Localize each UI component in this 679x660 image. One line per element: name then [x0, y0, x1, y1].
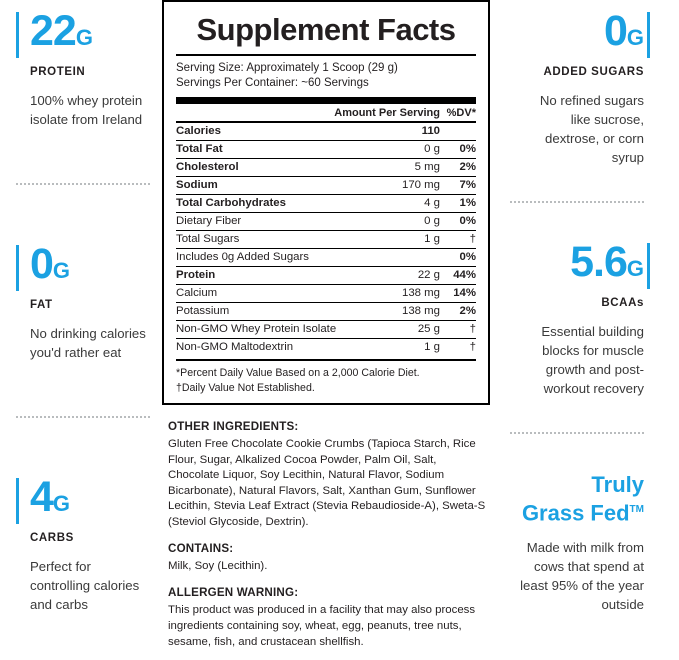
row-dv: 1% [440, 194, 476, 212]
row-amount: 110 [389, 123, 440, 141]
rule [176, 54, 476, 56]
serving-size: Serving Size: Approximately 1 Scoop (29 g) [176, 61, 476, 76]
row-amount: 1 g [389, 230, 440, 248]
grass-fed-title: Truly Grass Fed™ [520, 472, 644, 525]
table-row [176, 123, 476, 141]
row-dv: 2% [440, 302, 476, 320]
row-dv [440, 123, 476, 141]
footnote-daily-value: *Percent Daily Value Based on a 2,000 Calorie Diet. [176, 361, 476, 380]
row-name: Total Carbohydrates [176, 194, 389, 212]
row-amount: 138 mg [389, 302, 440, 320]
table-row [176, 338, 476, 356]
accent-rule [647, 12, 650, 58]
row-amount: 4 g [389, 194, 440, 212]
nutrition-table [176, 104, 476, 121]
table-row [176, 176, 476, 194]
footnote-not-established: †Daily Value Not Established. [176, 380, 476, 395]
row-name: Potassium [176, 302, 389, 320]
stat-fat-label: FAT [30, 299, 150, 311]
row-amount: 170 mg [389, 176, 440, 194]
row-dv: 2% [440, 158, 476, 176]
allergen-warning-heading: ALLERGEN WARNING: [168, 585, 486, 601]
stat-carbs-value: 4G [30, 476, 150, 525]
row-amount: 5 mg [389, 158, 440, 176]
servings-per-container: Servings Per Container: ~60 Servings [176, 76, 476, 91]
row-amount: 0 g [389, 140, 440, 158]
header-amount: Amount Per Serving [176, 104, 440, 121]
row-dv: 7% [440, 176, 476, 194]
stat-added-sugars-value: 0G [520, 10, 644, 59]
stat-carbs-desc: Perfect for controlling calories and carbs [30, 557, 150, 614]
row-name: Non-GMO Whey Protein Isolate [176, 320, 389, 338]
stat-protein-value: 22G [30, 10, 150, 59]
table-row [176, 194, 476, 212]
row-name: Calcium [176, 284, 389, 302]
ingredients-section [162, 405, 490, 660]
row-name: Total Fat [176, 140, 389, 158]
right-stats-column [496, 0, 652, 628]
stat-bcaas-label: BCAAs [520, 297, 644, 309]
stat-added-sugars [510, 6, 644, 167]
nutrition-rows [176, 123, 476, 356]
allergen-warning-body: This product was produced in a facility that may also process ingredients containing soy, wheat, egg, peanuts, tree nuts, sesame, fish, and crustacean shellfish. [168, 603, 486, 650]
row-dv: † [440, 230, 476, 248]
accent-rule [16, 478, 19, 524]
stat-fat-desc: No drinking calories you'd rather eat [30, 324, 150, 362]
row-amount: 138 mg [389, 284, 440, 302]
table-row [176, 140, 476, 158]
accent-rule [16, 12, 19, 58]
accent-rule [647, 243, 650, 289]
left-stats-column [0, 0, 156, 628]
row-amount: 22 g [389, 266, 440, 284]
contains-body: Milk, Soy (Lecithin). [168, 559, 486, 575]
row-name: Protein [176, 266, 389, 284]
table-row [176, 230, 476, 248]
table-row [176, 320, 476, 338]
row-dv: 0% [440, 248, 476, 266]
row-dv: 14% [440, 284, 476, 302]
table-header-row [176, 104, 476, 121]
stat-protein-label: PROTEIN [30, 66, 150, 78]
stat-protein [16, 6, 150, 129]
grass-fed-desc: Made with milk from cows that spend at least 95% of the year outside [520, 538, 644, 614]
stat-bcaas [510, 237, 644, 398]
facts-title: Supplement Facts [176, 12, 476, 48]
row-name: Total Sugars [176, 230, 389, 248]
contains-heading: CONTAINS: [168, 541, 486, 557]
table-row [176, 158, 476, 176]
other-ingredients-body: Gluten Free Chocolate Cookie Crumbs (Tapioca Starch, Rice Flour, Sugar, Alkalized Cocoa Powder, Palm Oil, Salt, Chocolate Liquor, Soy Lecithin, Natural Flavor, Sodium Bicarbonate), Natural Flavors, Salt, Xanthan Gum, Sunflower Lecithin, Stevia Leaf Extract (Stevia Rebaudioside-A), Sweta-S (Steviol Glycoside, Dextrin). [168, 437, 486, 531]
row-amount: 1 g [389, 338, 440, 356]
stat-added-sugars-desc: No refined sugars like sucrose, dextrose, or corn syrup [520, 91, 644, 167]
row-name: Calories [176, 123, 389, 141]
other-ingredients-heading: OTHER INGREDIENTS: [168, 419, 486, 435]
row-name: Non-GMO Maltodextrin [176, 338, 389, 356]
facts-box [162, 0, 490, 405]
stat-protein-desc: 100% whey protein isolate from Ireland [30, 91, 150, 129]
row-name: Dietary Fiber [176, 212, 389, 230]
row-name: Cholesterol [176, 158, 389, 176]
stat-bcaas-desc: Essential building blocks for muscle growth and post-workout recovery [520, 322, 644, 398]
row-name: Sodium [176, 176, 389, 194]
row-dv: † [440, 320, 476, 338]
stat-bcaas-value: 5.6G [520, 241, 644, 290]
row-dv: 0% [440, 212, 476, 230]
row-amount [389, 248, 440, 266]
stat-carbs-label: CARBS [30, 532, 150, 544]
table-row [176, 212, 476, 230]
header-dv: %DV* [440, 104, 476, 121]
stat-fat-value: 0G [30, 243, 150, 292]
stat-truly-grass-fed [510, 468, 644, 614]
table-row [176, 266, 476, 284]
table-row [176, 302, 476, 320]
stat-added-sugars-label: ADDED SUGARS [520, 66, 644, 78]
table-row [176, 284, 476, 302]
table-row [176, 248, 476, 266]
row-dv: 0% [440, 140, 476, 158]
row-dv: † [440, 338, 476, 356]
row-amount: 0 g [389, 212, 440, 230]
row-dv: 44% [440, 266, 476, 284]
stat-fat [16, 239, 150, 362]
supplement-facts-panel [156, 0, 496, 628]
stat-carbs [16, 472, 150, 614]
rule [176, 97, 476, 104]
accent-rule [16, 245, 19, 291]
row-name: Includes 0g Added Sugars [176, 248, 389, 266]
row-amount: 25 g [389, 320, 440, 338]
